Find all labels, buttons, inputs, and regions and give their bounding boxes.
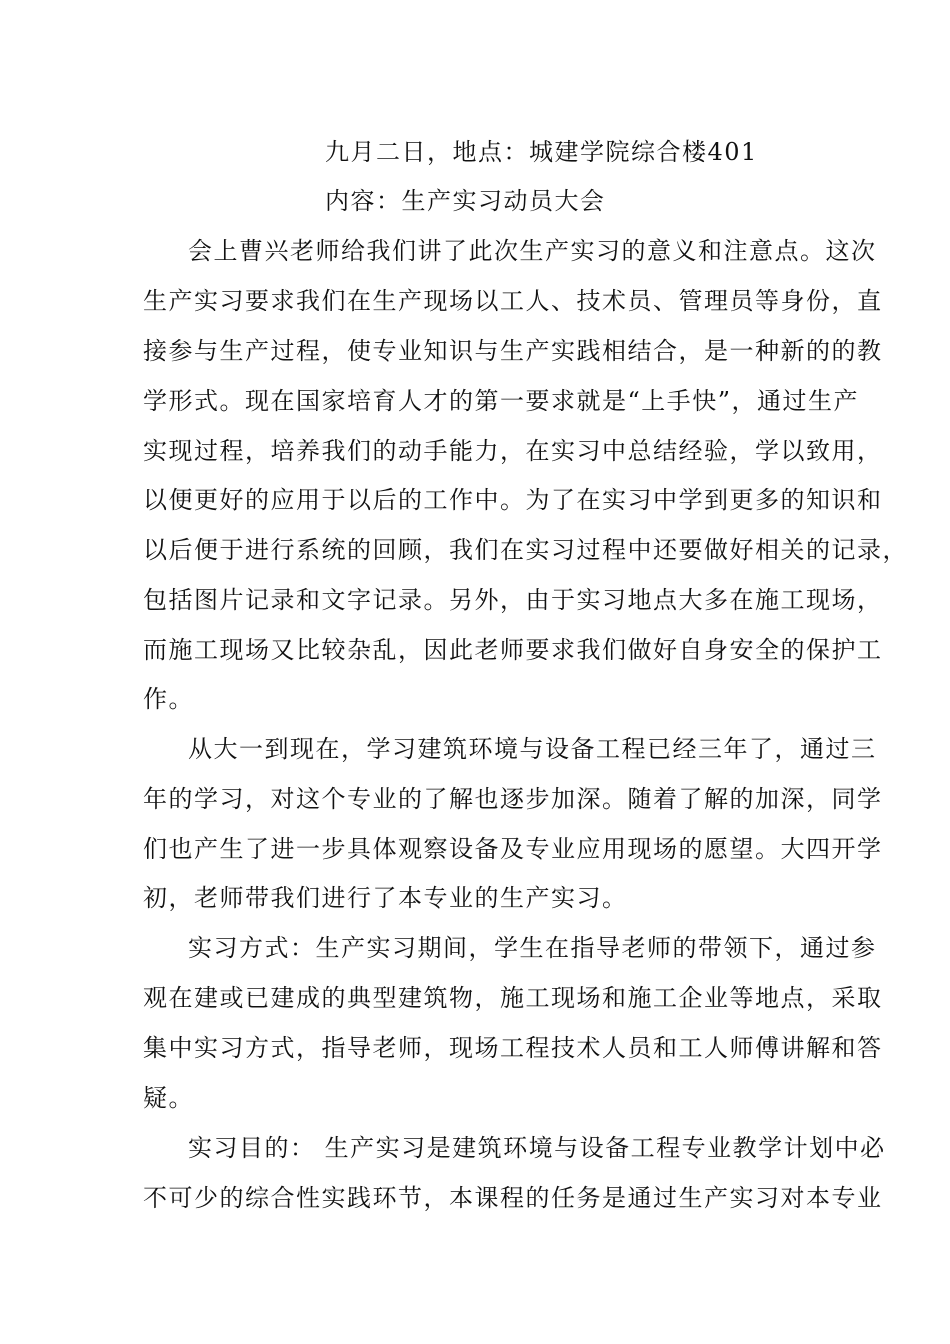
body-line: 观在建或已建成的典型建筑物，施工现场和施工企业等地点，采取: [143, 984, 883, 1012]
body-line: 作。: [143, 685, 194, 713]
body-line: 实现过程，培养我们的动手能力，在实习中总结经验，学以致用，: [143, 437, 883, 465]
body-line: 学形式。现在国家培育人才的第一要求就是“上手快”，通过生产: [143, 387, 860, 415]
header-date-location: 九月二日，地点：城建学院综合楼401: [325, 138, 758, 166]
body-line: 以后便于进行系统的回顾，我们在实习过程中还要做好相关的记录，: [143, 536, 908, 564]
body-line: 包括图片记录和文字记录。另外，由于实习地点大多在施工现场，: [143, 586, 883, 614]
body-line: 不可少的综合性实践环节，本课程的任务是通过生产实习对本专业: [143, 1184, 883, 1212]
body-line: 从大一到现在，学习建筑环境与设备工程已经三年了，通过三: [188, 735, 877, 763]
body-line: 会上曹兴老师给我们讲了此次生产实习的意义和注意点。这次: [188, 237, 877, 265]
body-line: 以便更好的应用于以后的工作中。为了在实习中学到更多的知识和: [143, 486, 883, 514]
body-line: 接参与生产过程，使专业知识与生产实践相结合，是一种新的的教: [143, 337, 883, 365]
body-line: 实习方式：生产实习期间，学生在指导老师的带领下，通过参: [188, 934, 877, 962]
body-line: 年的学习，对这个专业的了解也逐步加深。随着了解的加深，同学: [143, 785, 883, 813]
body-line: 初，老师带我们进行了本专业的生产实习。: [143, 884, 628, 912]
body-line: 实习目的： 生产实习是建筑环境与设备工程专业教学计划中必: [188, 1134, 886, 1162]
body-line: 们也产生了进一步具体观察设备及专业应用现场的愿望。大四开学: [143, 835, 883, 863]
body-line: 集中实习方式，指导老师，现场工程技术人员和工人师傅讲解和答: [143, 1034, 883, 1062]
header-content: 内容：生产实习动员大会: [325, 187, 606, 215]
body-line: 疑。: [143, 1084, 194, 1112]
body-line: 生产实习要求我们在生产现场以工人、技术员、管理员等身份，直: [143, 287, 883, 315]
body-line: 而施工现场又比较杂乱，因此老师要求我们做好自身安全的保护工: [143, 636, 883, 664]
